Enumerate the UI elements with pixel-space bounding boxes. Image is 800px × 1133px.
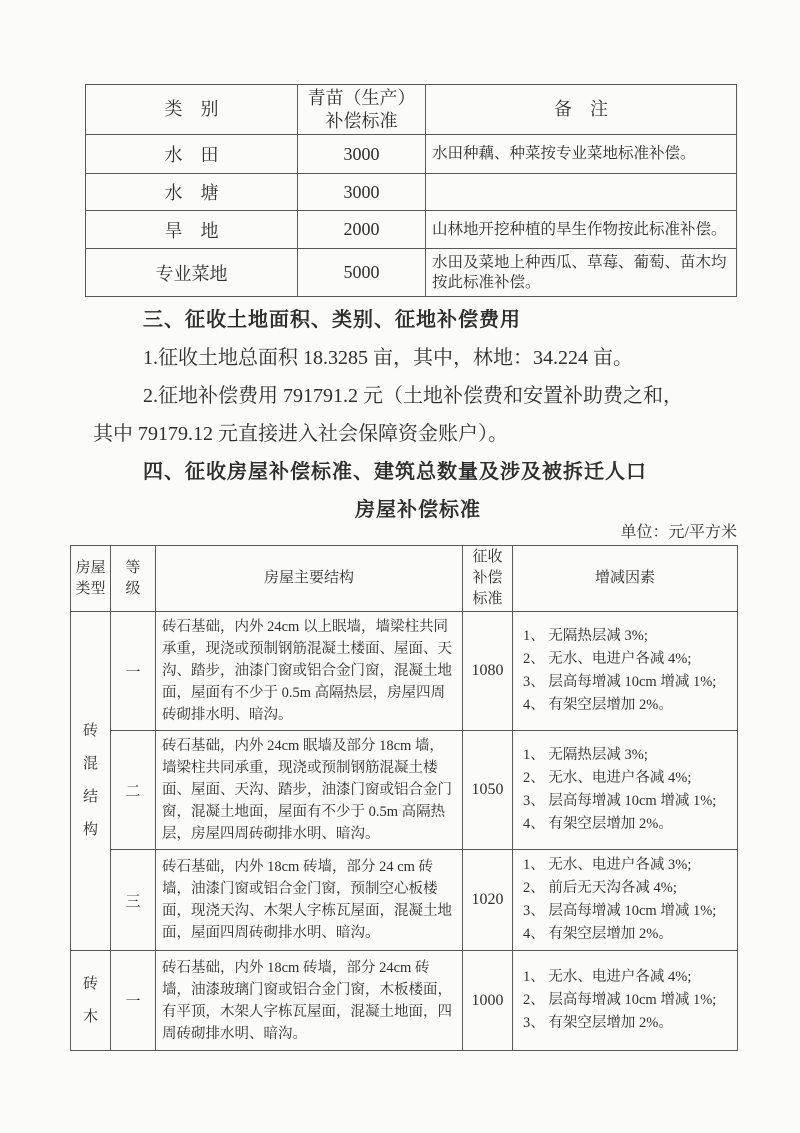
standard-cell: 1080	[463, 612, 513, 731]
house-header-standard: 征收补偿标准	[463, 546, 513, 612]
factors-cell	[513, 731, 738, 850]
table-row	[86, 211, 737, 249]
table-row	[71, 731, 738, 850]
section-three-item2-line2: 其中 79179.12 元直接进入社会保障资金账户）。	[93, 423, 508, 445]
house-header-factors: 增减因素	[513, 546, 738, 612]
factor-item: 1、 无隔热层减 3%;	[523, 747, 648, 763]
body-text	[93, 301, 743, 529]
house-type-cell: 砖混结构	[71, 612, 111, 951]
factor-item: 2、 无水、电进户各减 4%;	[523, 651, 692, 667]
table-row	[86, 249, 737, 297]
standard-cell: 1000	[463, 951, 513, 1051]
section-four-heading: 四、征收房屋补偿标准、建筑总数量及涉及被拆迁人口	[143, 461, 647, 483]
house-header-grade: 等级	[111, 546, 156, 612]
standard-cell: 2000	[298, 211, 426, 249]
factor-item: 3、 层高每增减 10cm 增减 1%;	[523, 793, 717, 809]
table-row	[71, 612, 738, 731]
standard-cell: 1020	[463, 850, 513, 951]
category-cell: 水 田	[86, 135, 298, 174]
factor-item: 3、 有架空层增加 2%。	[523, 1015, 673, 1031]
factor-item: 2、 前后无天沟各减 4%;	[523, 880, 677, 896]
crop-table-header-row	[86, 85, 737, 135]
structure-cell: 砖石基础，内外 18cm 砖墙，部分 24 cm 砖墙，油漆门窗或铝合金门窗，预制空心板楼面，现浇天沟、木架人字栋瓦屋面，混凝土地面，屋面四周砖砌排水明、暗沟。	[156, 850, 463, 951]
house-header-type: 房屋类型	[71, 546, 111, 612]
standard-cell: 5000	[298, 249, 426, 297]
section-three-item2-line1: 2.征地补偿费用 791791.2 元（土地补偿费和安置补助费之和，	[143, 385, 683, 407]
structure-cell: 砖石基础，内外 18cm 砖墙，部分 24cm 砖墙，油漆玻璃门窗或铝合金门窗，木板楼面，有平顶，木架人字栋瓦屋面，混凝土地面，四周砖砌排水明、暗沟。	[156, 951, 463, 1051]
remark-cell: 山林地开挖种植的旱生作物按此标准补偿。	[426, 211, 737, 249]
crop-header-remark: 备 注	[426, 85, 737, 135]
crop-header-category: 类 别	[86, 85, 298, 135]
category-cell: 旱 地	[86, 211, 298, 249]
section-three-heading: 三、征收土地面积、类别、征地补偿费用	[143, 309, 521, 331]
category-cell: 水 塘	[86, 174, 298, 211]
factor-item: 3、 层高每增减 10cm 增减 1%;	[523, 674, 717, 690]
structure-cell: 砖石基础，内外 24cm 眠墙及部分 18cm 墙，墙梁柱共同承重，现浇或预制钢筋混凝土楼面、屋面、天沟、踏步，油漆门窗或铝合金门窗，混凝土地面，屋面有不少于 0.5m 高隔热层，房屋四周砖砌排水明、暗沟。	[156, 731, 463, 850]
factor-item: 1、 无水、电进户各减 4%;	[523, 969, 692, 985]
factor-item: 2、 无水、电进户各减 4%;	[523, 770, 692, 786]
section-four-subheading: 房屋补偿标准	[355, 499, 481, 521]
factors-cell	[513, 850, 738, 951]
house-type-cell: 砖木	[71, 951, 111, 1051]
factor-item: 4、 有架空层增加 2%。	[523, 926, 673, 942]
factor-item: 4、 有架空层增加 2%。	[523, 816, 673, 832]
standard-cell: 3000	[298, 174, 426, 211]
factors-cell	[513, 951, 738, 1051]
structure-cell: 砖石基础，内外 24cm 以上眠墙，墙梁柱共同承重，现浇或预制钢筋混凝土楼面、屋面、天沟、踏步，油漆门窗或铝合金门窗，混凝土地面，屋面有不少于 0.5m 高隔热层，房屋四周砖砌排水明、暗沟。	[156, 612, 463, 731]
category-cell: 专业菜地	[86, 249, 298, 297]
grade-cell: 三	[111, 850, 156, 951]
table-row	[86, 174, 737, 211]
factor-item: 2、 层高每增减 10cm 增减 1%;	[523, 992, 717, 1008]
remark-cell: 水田种藕、种菜按专业菜地标准补偿。	[426, 135, 737, 174]
grade-cell: 二	[111, 731, 156, 850]
table-row	[71, 850, 738, 951]
table-row	[71, 951, 738, 1051]
factor-item: 4、 有架空层增加 2%。	[523, 697, 673, 713]
house-header-structure: 房屋主要结构	[156, 546, 463, 612]
standard-cell: 1050	[463, 731, 513, 850]
section-three-item1: 1.征收土地总面积 18.3285 亩，其中，林地：34.224 亩。	[143, 347, 633, 369]
factor-item: 3、 层高每增减 10cm 增减 1%;	[523, 903, 717, 919]
factors-cell	[513, 612, 738, 731]
crop-header-standard-line2: 补偿标准	[325, 110, 398, 131]
house-table-header-row	[71, 546, 738, 612]
house-compensation-table	[70, 545, 738, 1051]
standard-cell: 3000	[298, 135, 426, 174]
factor-item: 1、 无隔热层减 3%;	[523, 628, 648, 644]
remark-cell	[426, 174, 737, 211]
crop-compensation-table	[85, 84, 737, 297]
crop-header-standard	[298, 85, 426, 135]
crop-header-standard-line1: 青苗（生产）	[307, 87, 416, 108]
unit-note: 单位：元/平方米	[620, 524, 737, 541]
grade-cell: 一	[111, 951, 156, 1051]
grade-cell: 一	[111, 612, 156, 731]
factor-item: 1、 无水、电进户各减 3%;	[523, 857, 692, 873]
remark-cell: 水田及菜地上种西瓜、草莓、葡萄、苗木均按此标准补偿。	[426, 249, 737, 297]
table-row	[86, 135, 737, 174]
